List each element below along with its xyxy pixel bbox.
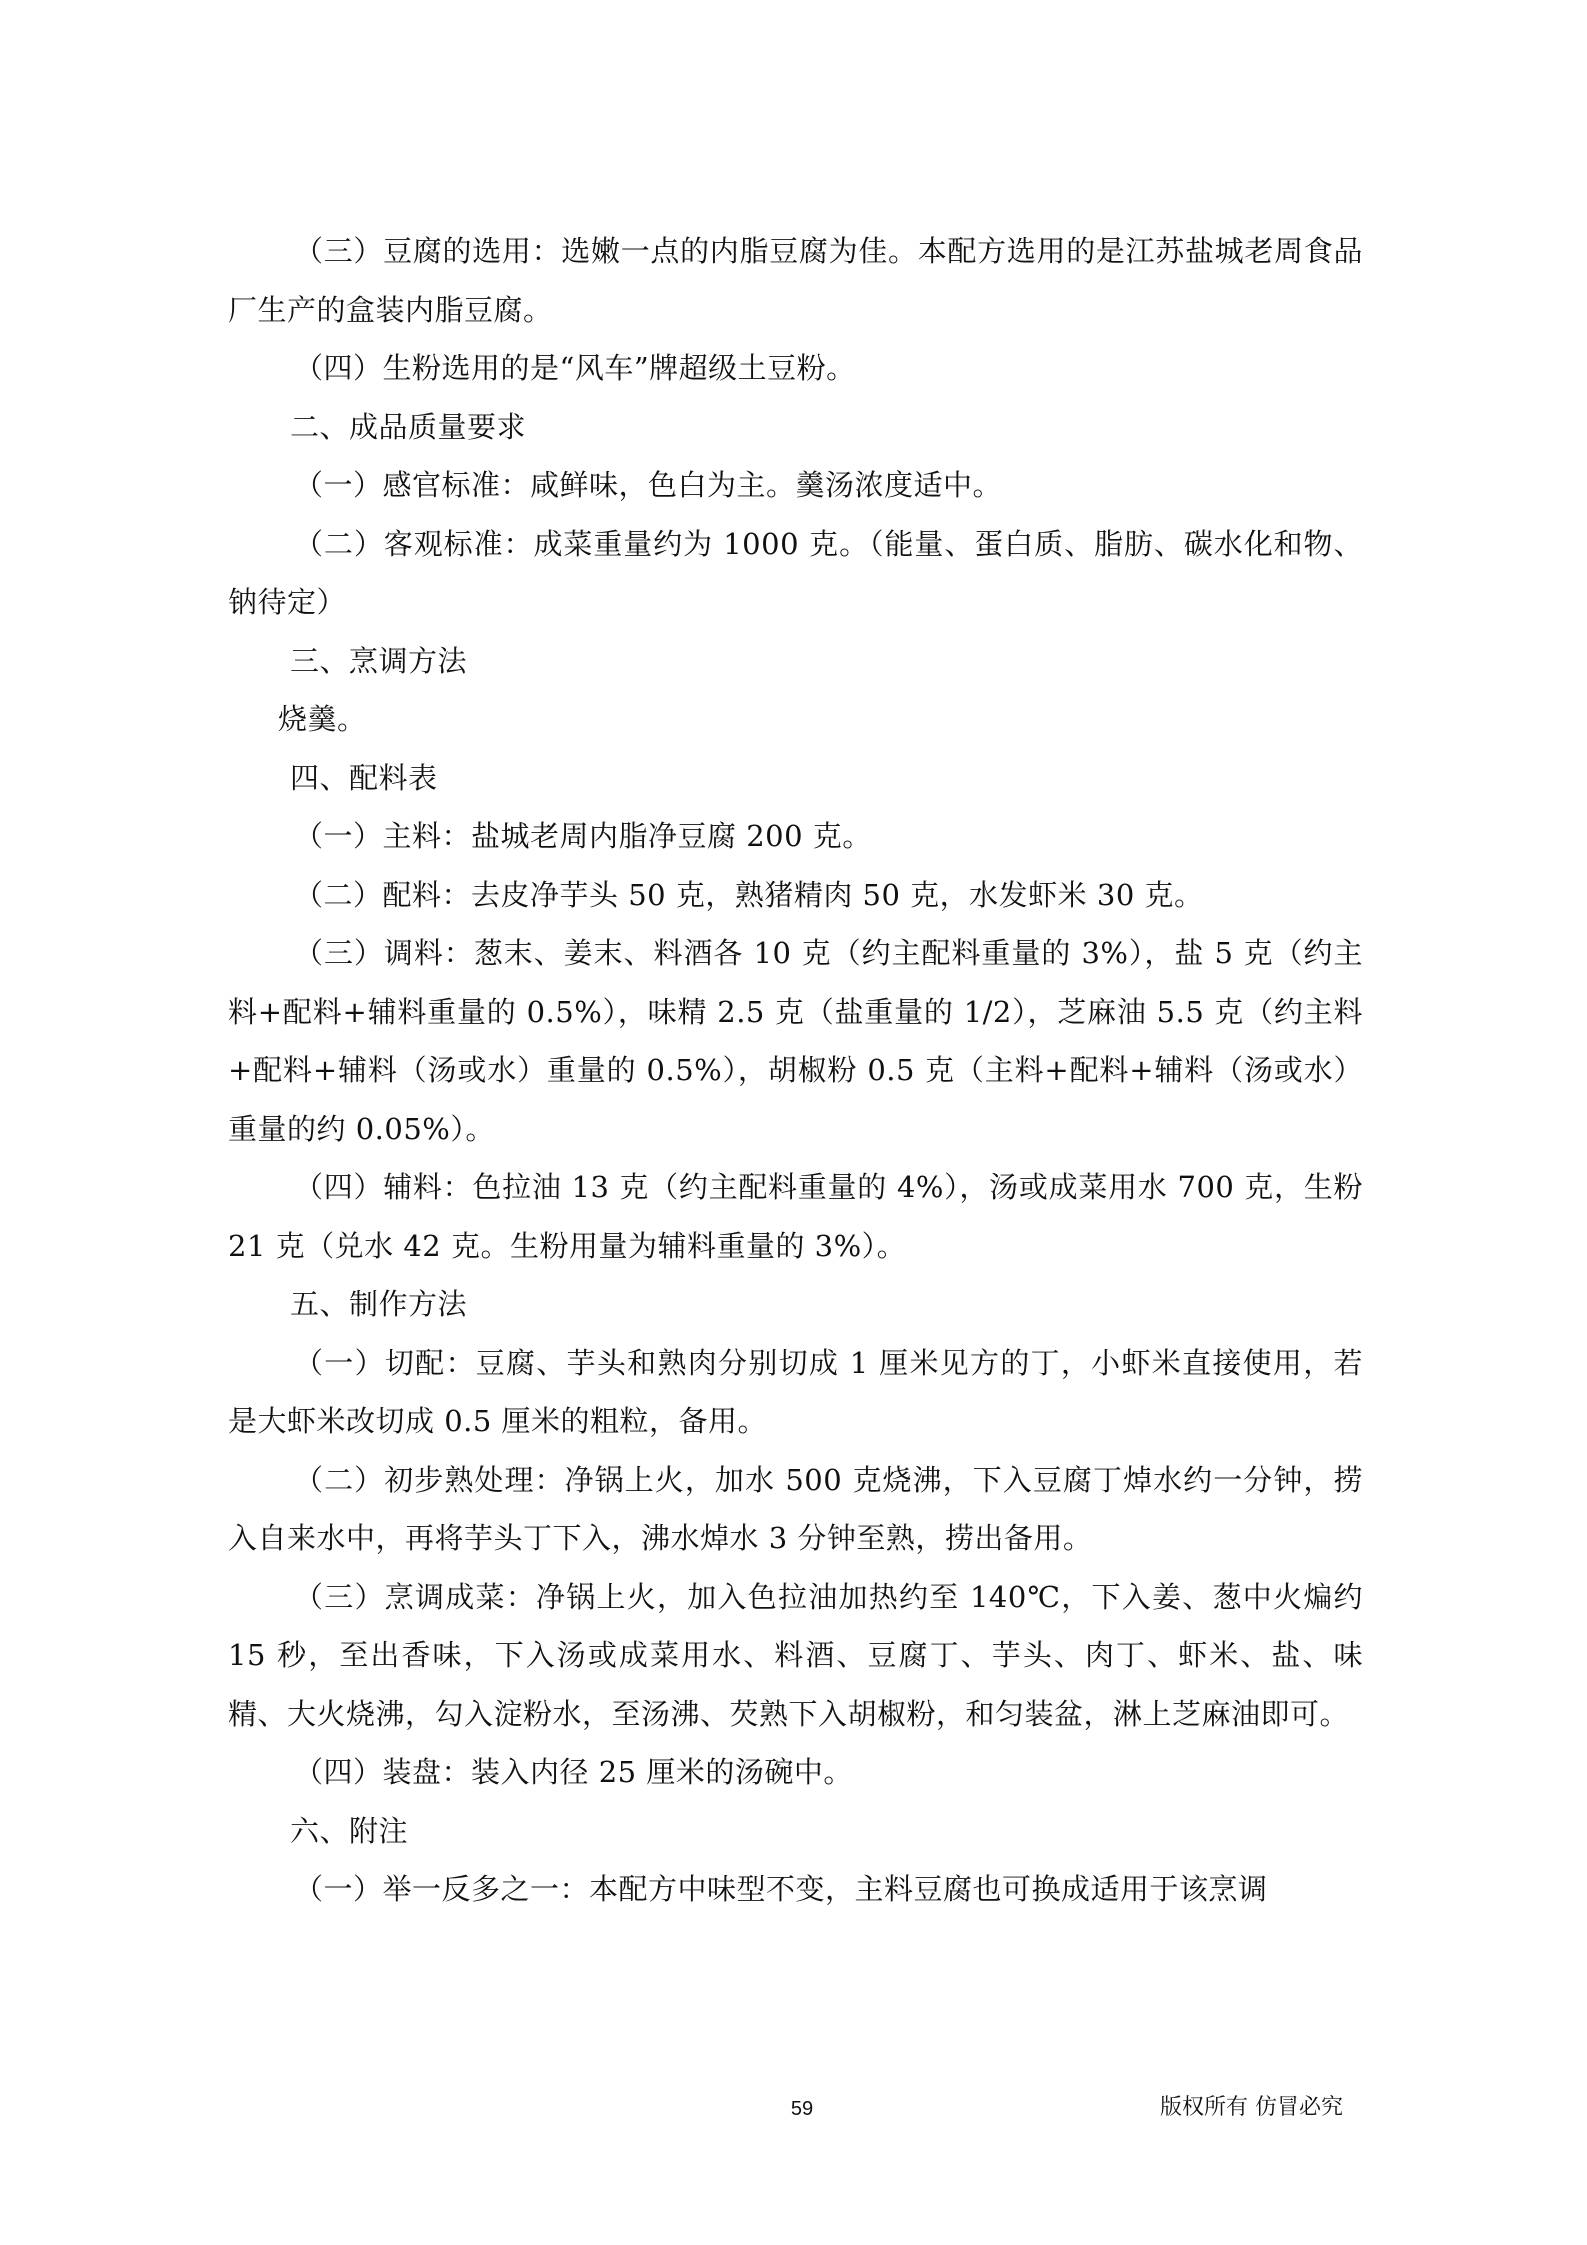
paragraph-seasonings: （三）调料：葱末、姜末、料酒各 10 克（约主配料重量的 3%），盐 5 克（约主料+配料+辅料重量的 0.5%），味精 2.5 克（盐重量的 1/2），芝麻油 5.5 克（约主料+配料+辅料（汤或水）重量的 0.5%），胡椒粉 0.5 克（主料+配料+辅料（汤或水）重量的约 0.05%）。 [228,936,1363,1146]
paragraph-plating: （四）装盘：装入内径 25 厘米的汤碗中。 [294,1755,853,1789]
paragraph-variation-note: （一）举一反多之一：本配方中味型不变，主料豆腐也可换成适用于该烹调 [294,1872,1268,1906]
heading-cooking-method: 三、烹调方法 [290,643,468,678]
paragraph-preliminary-cooking: （二）初步熟处理：净锅上火，加水 500 克烧沸，下入豆腐丁焯水约一分钟，捞入自来水中，再将芋头丁下入，沸水焯水 3 分钟至熟，捞出备用。 [228,1462,1363,1555]
heading-quality-requirements: 二、成品质量要求 [290,409,527,444]
paragraph-final-cooking: （三）烹调成菜：净锅上火，加入色拉油加热约至 140℃，下入姜、葱中火煸约 15 秒，至出香味，下入汤或成菜用水、料酒、豆腐丁、芋头、肉丁、虾米、盐、味精、大火烧沸，勾入淀粉水，至汤沸、芡熟下入胡椒粉，和匀装盆，淋上芝麻油即可。 [228,1579,1363,1731]
page-number: 59 [790,2098,814,2120]
heading-notes: 六、附注 [290,1813,409,1848]
paragraph-objective-standard: （二）客观标准：成菜重量约为 1000 克。（能量、蛋白质、脂肪、碳水化和物、钠待定） [228,526,1363,619]
paragraph-starch-selection: （四）生粉选用的是“风车”牌超级土豆粉。 [294,351,856,385]
heading-preparation-method: 五、制作方法 [290,1287,468,1321]
paragraph-tofu-selection: （三）豆腐的选用：选嫩一点的内脂豆腐为佳。本配方选用的是江苏盐城老周食品厂生产的盒装内脂豆腐。 [228,234,1363,327]
paragraph-cutting: （一）切配：豆腐、芋头和熟肉分别切成 1 厘米见方的丁，小虾米直接使用，若是大虾米改切成 0.5 厘米的粗粒，备用。 [228,1345,1363,1438]
paragraph-cooking-method: 烧羹。 [278,702,367,736]
paragraph-auxiliary-ingredients: （四）辅料：色拉油 13 克（约主配料重量的 4%），汤或成菜用水 700 克，生粉 21 克（兑水 42 克。生粉用量为辅料重量的 3%）。 [228,1170,1363,1263]
page-body [228,222,1363,1919]
copyright-notice: 版权所有 仿冒必究 [1160,2095,1343,2120]
paragraph-sensory-standard: （一）感官标准：咸鲜味，色白为主。羹汤浓度适中。 [294,468,1003,502]
paragraph-main-ingredient: （一）主料：盐城老周内脂净豆腐 200 克。 [294,819,872,853]
paragraph-secondary-ingredients: （二）配料：去皮净芋头 50 克，熟猪精肉 50 克，水发虾米 30 克。 [294,877,1204,912]
heading-ingredient-table: 四、配料表 [290,760,438,795]
